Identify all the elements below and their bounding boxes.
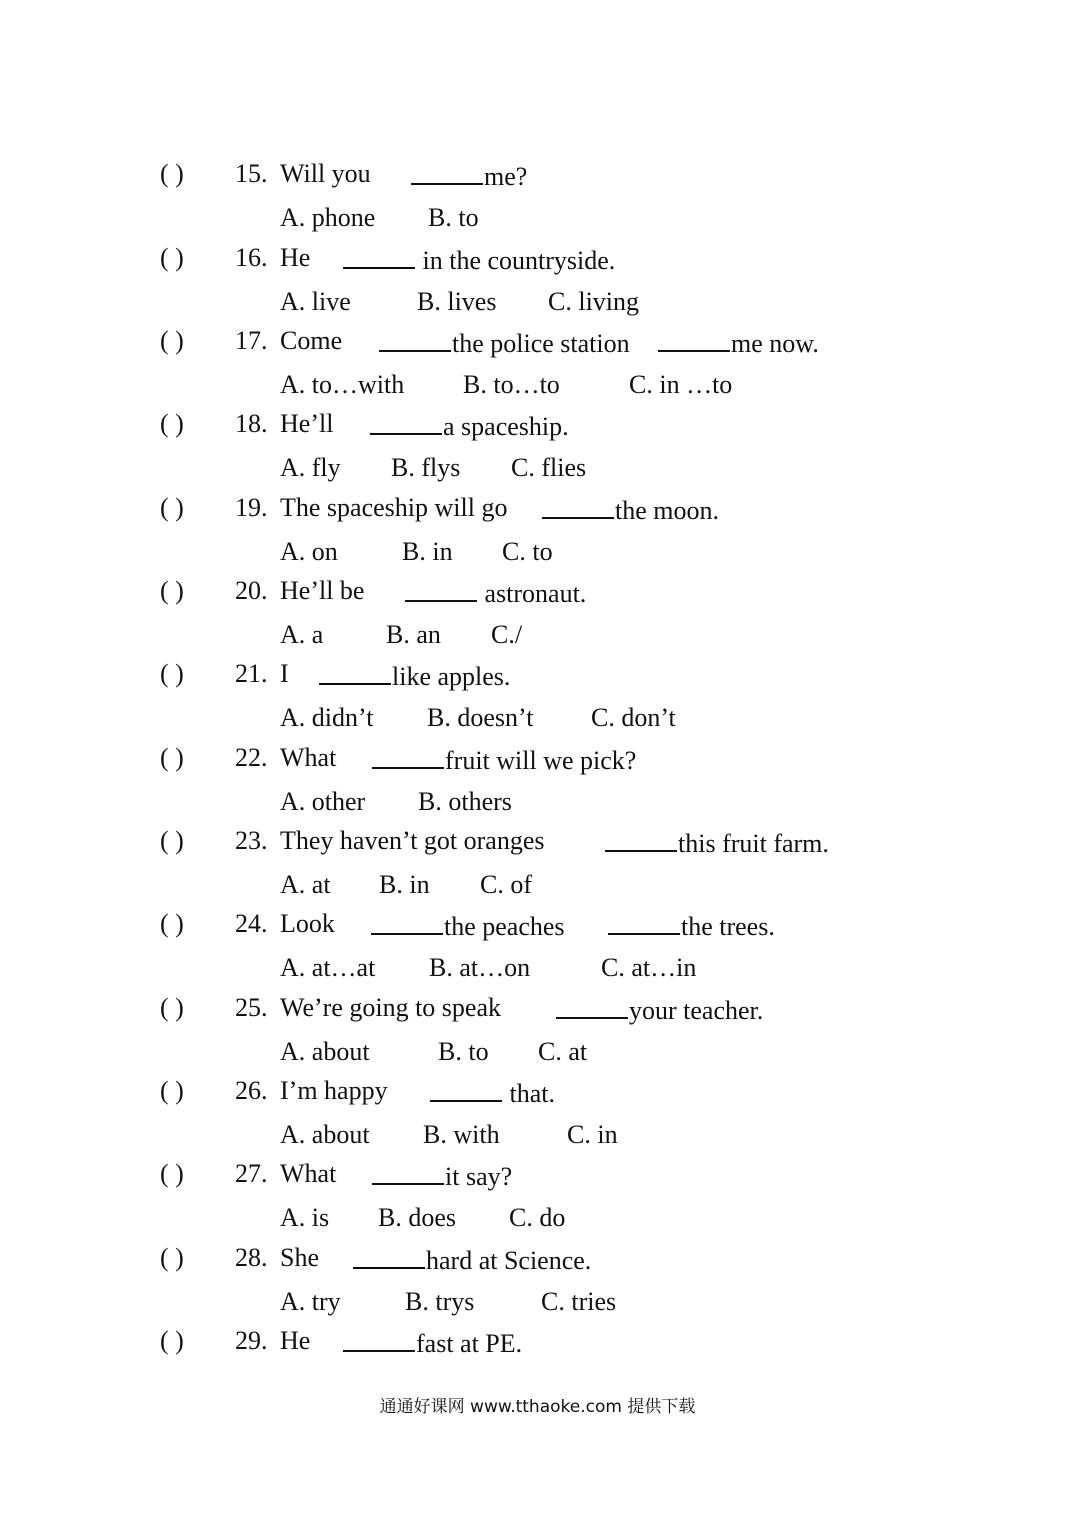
option-b: B. trys xyxy=(405,1287,475,1316)
option-a: A. other xyxy=(280,787,366,816)
question-27 xyxy=(0,1157,1075,1191)
answer-blank[interactable] xyxy=(404,574,586,611)
question-text: the peaches xyxy=(444,912,565,941)
answer-bracket[interactable]: ( ) xyxy=(160,659,184,688)
answer-blank[interactable] xyxy=(371,1157,512,1194)
option-b: B. does xyxy=(378,1203,456,1232)
option-b: B. an xyxy=(386,620,441,649)
option-c: C. living xyxy=(548,287,640,316)
question-text: me? xyxy=(484,162,528,191)
question-text: He’ll be xyxy=(280,576,365,605)
answer-bracket[interactable]: ( ) xyxy=(160,243,184,272)
option-a: A. on xyxy=(280,537,338,566)
option-b: B. to xyxy=(428,203,479,232)
option-b: B. lives xyxy=(417,287,497,316)
answer-blank[interactable] xyxy=(318,657,510,694)
answer-blank[interactable] xyxy=(429,1074,555,1111)
option-c: C. at xyxy=(538,1037,588,1066)
question-25 xyxy=(0,991,1075,1025)
question-number: 24. xyxy=(235,909,268,938)
question-text: Will you xyxy=(280,159,371,188)
answer-blank[interactable] xyxy=(607,907,775,944)
question-number: 15. xyxy=(235,159,268,188)
question-text: fruit will we pick? xyxy=(445,746,637,775)
option-b: B. in xyxy=(402,537,453,566)
answer-blank[interactable] xyxy=(555,991,763,1028)
question-text: fast at PE. xyxy=(416,1329,523,1358)
option-b: B. others xyxy=(418,787,512,816)
option-c: C. don’t xyxy=(591,703,676,732)
question-number: 29. xyxy=(235,1326,268,1355)
question-18 xyxy=(0,407,1075,441)
question-text: hard at Science. xyxy=(426,1246,592,1275)
question-15 xyxy=(0,157,1075,191)
question-19 xyxy=(0,491,1075,525)
question-number: 16. xyxy=(235,243,268,272)
option-a: A. to…with xyxy=(280,370,405,399)
option-a: A. try xyxy=(280,1287,341,1316)
answer-blank[interactable] xyxy=(541,491,719,528)
question-text: your teacher. xyxy=(629,996,764,1025)
question-text: the moon. xyxy=(615,496,719,525)
question-number: 25. xyxy=(235,993,268,1022)
question-text: What xyxy=(280,743,337,772)
question-text: in the countryside. xyxy=(416,246,616,275)
question-20 xyxy=(0,574,1075,608)
option-b: B. to…to xyxy=(463,370,560,399)
option-b: B. doesn’t xyxy=(427,703,534,732)
question-number: 21. xyxy=(235,659,268,688)
answer-bracket[interactable]: ( ) xyxy=(160,1159,184,1188)
question-17 xyxy=(0,324,1075,358)
question-number: 20. xyxy=(235,576,268,605)
option-c: C. flies xyxy=(511,453,587,482)
question-text: the trees. xyxy=(681,912,775,941)
option-c: C. to xyxy=(502,537,553,566)
option-c: C. at…in xyxy=(601,953,697,982)
question-text: Come xyxy=(280,326,343,355)
answer-blank[interactable] xyxy=(342,241,615,278)
answer-blank[interactable] xyxy=(342,1324,522,1361)
question-26 xyxy=(0,1074,1075,1108)
option-a: A. a xyxy=(280,620,324,649)
question-21 xyxy=(0,657,1075,691)
option-a: A. live xyxy=(280,287,351,316)
answer-blank[interactable] xyxy=(657,324,819,361)
answer-bracket[interactable]: ( ) xyxy=(160,993,184,1022)
answer-bracket[interactable]: ( ) xyxy=(160,409,184,438)
question-number: 27. xyxy=(235,1159,268,1188)
question-28 xyxy=(0,1241,1075,1275)
answer-bracket[interactable]: ( ) xyxy=(160,743,184,772)
option-a: A. didn’t xyxy=(280,703,374,732)
question-text: They haven’t got oranges xyxy=(280,826,545,855)
question-text: I xyxy=(280,659,289,688)
answer-bracket[interactable]: ( ) xyxy=(160,576,184,605)
option-a: A. at xyxy=(280,870,331,899)
answer-bracket[interactable]: ( ) xyxy=(160,1076,184,1105)
answer-bracket[interactable]: ( ) xyxy=(160,1243,184,1272)
question-22 xyxy=(0,741,1075,775)
option-a: A. about xyxy=(280,1037,370,1066)
question-text: this fruit farm. xyxy=(678,829,829,858)
option-a: A. about xyxy=(280,1120,370,1149)
option-b: B. to xyxy=(438,1037,489,1066)
question-text: He’ll xyxy=(280,409,334,438)
question-text: He xyxy=(280,1326,311,1355)
answer-bracket[interactable]: ( ) xyxy=(160,159,184,188)
answer-blank[interactable] xyxy=(378,324,630,361)
option-c: C. in …to xyxy=(629,370,733,399)
question-text: What xyxy=(280,1159,337,1188)
question-number: 26. xyxy=(235,1076,268,1105)
option-a: A. phone xyxy=(280,203,376,232)
option-c: C. of xyxy=(480,870,532,899)
question-23 xyxy=(0,824,1075,858)
question-text: I’m happy xyxy=(280,1076,388,1105)
question-number: 28. xyxy=(235,1243,268,1272)
option-b: B. with xyxy=(423,1120,500,1149)
question-text: We’re going to speak xyxy=(280,993,501,1022)
question-text: Look xyxy=(280,909,335,938)
footer-credit: 通通好课网 www.tthaoke.com 提供下载 xyxy=(379,1397,696,1417)
option-b: B. flys xyxy=(391,453,461,482)
answer-bracket[interactable]: ( ) xyxy=(160,826,184,855)
question-text: He xyxy=(280,243,311,272)
answer-blank[interactable] xyxy=(352,1241,591,1278)
option-a: A. fly xyxy=(280,453,341,482)
question-16 xyxy=(0,241,1075,275)
question-text: a spaceship. xyxy=(443,412,569,441)
option-b: B. at…on xyxy=(429,953,531,982)
option-b: B. in xyxy=(379,870,430,899)
option-c: C. tries xyxy=(541,1287,617,1316)
question-number: 18. xyxy=(235,409,268,438)
question-number: 23. xyxy=(235,826,268,855)
option-a: A. is xyxy=(280,1203,330,1232)
question-number: 19. xyxy=(235,493,268,522)
question-text: She xyxy=(280,1243,319,1272)
question-text: the police station xyxy=(452,329,630,358)
answer-blank[interactable] xyxy=(604,824,829,861)
answer-bracket[interactable]: ( ) xyxy=(160,326,184,355)
question-number: 22. xyxy=(235,743,268,772)
answer-blank[interactable] xyxy=(370,907,565,944)
option-c: C./ xyxy=(491,620,523,649)
answer-blank[interactable] xyxy=(369,407,569,444)
answer-bracket[interactable]: ( ) xyxy=(160,1326,184,1355)
answer-bracket[interactable]: ( ) xyxy=(160,909,184,938)
answer-blank[interactable] xyxy=(371,741,636,778)
question-text: astronaut. xyxy=(478,579,587,608)
answer-bracket[interactable]: ( ) xyxy=(160,493,184,522)
question-24 xyxy=(0,907,1075,941)
question-29 xyxy=(0,1324,1075,1358)
question-number: 17. xyxy=(235,326,268,355)
question-text: like apples. xyxy=(392,662,511,691)
answer-blank[interactable] xyxy=(410,157,527,194)
question-text: The spaceship will go xyxy=(280,493,508,522)
option-c: C. in xyxy=(567,1120,618,1149)
question-text: me now. xyxy=(731,329,819,358)
question-text: it say? xyxy=(445,1162,513,1191)
question-text: that. xyxy=(503,1079,555,1108)
option-c: C. do xyxy=(509,1203,566,1232)
option-a: A. at…at xyxy=(280,953,376,982)
